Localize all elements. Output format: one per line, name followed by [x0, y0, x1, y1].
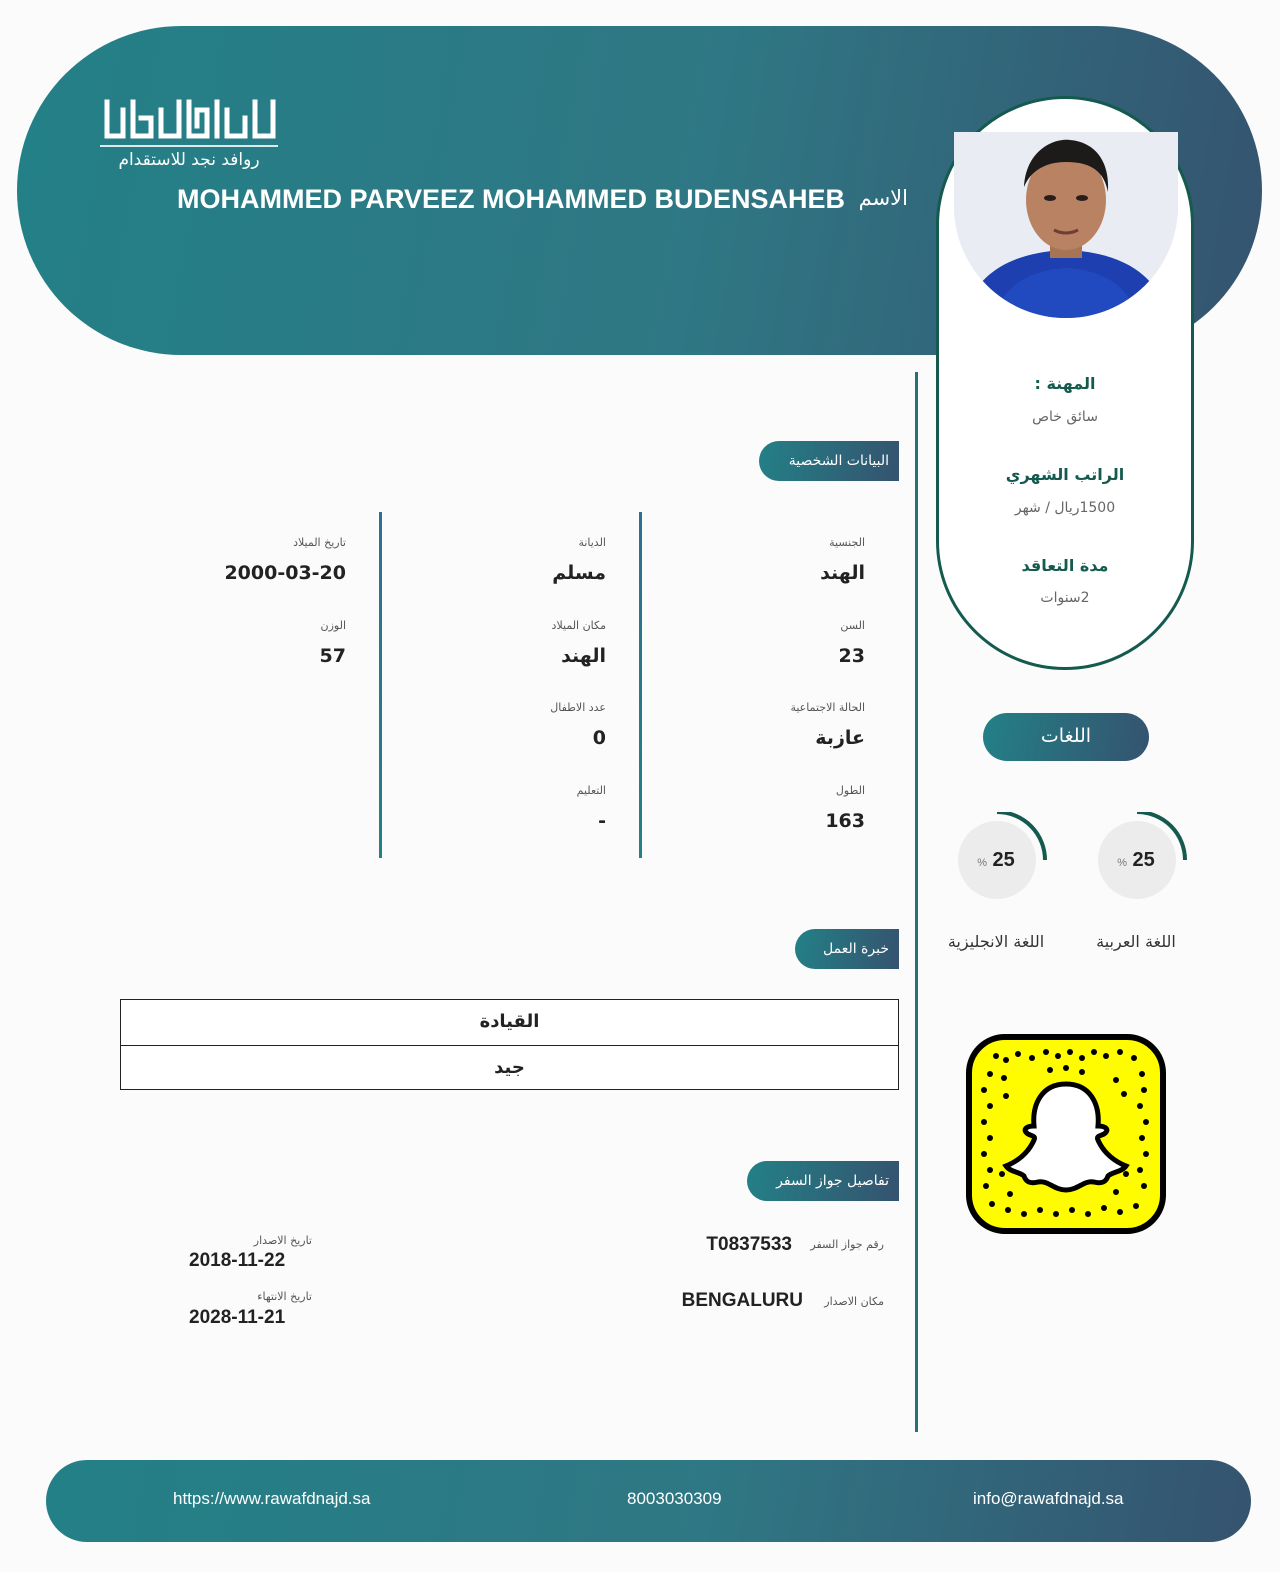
- expiry-date-label: تاريخ الانتهاء: [257, 1290, 312, 1303]
- experience-level: جيد: [121, 1045, 898, 1091]
- issue-place-value: BENGALURU: [681, 1290, 803, 1311]
- salary-value: 1500ريال / شهر: [1014, 500, 1116, 516]
- issue-date-label: تاريخ الاصدار: [253, 1234, 312, 1247]
- education-label: التعليم: [576, 784, 606, 797]
- issue-date-value: 2018-11-22: [189, 1250, 286, 1271]
- tab-work-experience: خبرة العمل: [795, 929, 899, 969]
- weight-label: الوزن: [320, 619, 346, 632]
- english-percent: 25: [992, 849, 1015, 871]
- contract-title: مدة التعاقد: [1021, 556, 1109, 575]
- height-value: 163: [825, 810, 865, 832]
- age-value: 23: [838, 645, 865, 667]
- tab-personal-data: البيانات الشخصية: [759, 441, 899, 481]
- height-label: الطول: [835, 784, 865, 797]
- arabic-pct-sign: %: [1117, 857, 1127, 869]
- english-label: اللغة الانجليزية: [947, 932, 1045, 951]
- weight-value: 57: [319, 645, 346, 667]
- snapchat-qr-code[interactable]: [966, 1034, 1166, 1234]
- arabic-percent: 25: [1132, 849, 1155, 871]
- arabic-label: اللغة العربية: [1096, 932, 1176, 951]
- passport-number-label: رقم جواز السفر: [810, 1238, 884, 1251]
- nationality-value: الهند: [820, 562, 865, 584]
- profession-title: المهنة :: [1034, 374, 1096, 393]
- logo-underline: [100, 145, 278, 147]
- salary-title: الراتب الشهري: [1005, 465, 1125, 484]
- birthplace-label: مكان الميلاد: [551, 619, 606, 632]
- birthplace-value: الهند: [561, 645, 606, 667]
- experience-table: [120, 999, 899, 1090]
- expiry-date-value: 2028-11-21: [189, 1307, 286, 1328]
- languages-heading: اللغات: [983, 713, 1149, 761]
- tab-passport-details: تفاصيل جواز السفر: [747, 1161, 899, 1201]
- birthdate-value: 2000-03-20: [224, 562, 346, 584]
- column-divider: [379, 512, 382, 858]
- name-label: الاسم: [858, 186, 908, 210]
- logo-subtitle: روافد نجد للاستقدام: [118, 150, 260, 170]
- english-gauge-value: [948, 849, 1044, 872]
- experience-skill: القيادة: [479, 1011, 540, 1032]
- birthdate-label: تاريخ الميلاد: [293, 536, 346, 549]
- arabic-gauge-value: [1088, 849, 1184, 872]
- website-link[interactable]: https://www.rawafdnajd.sa: [173, 1489, 371, 1508]
- english-pct-sign: %: [977, 857, 987, 869]
- main-divider: [915, 372, 918, 1432]
- profession-value: سائق خاص: [1032, 409, 1098, 425]
- nationality-label: الجنسية: [829, 536, 865, 549]
- contract-value: 2سنوات: [1040, 590, 1090, 606]
- company-logo: [103, 98, 278, 140]
- children-label: عدد الاطفال: [550, 701, 606, 714]
- marital-status-label: الحالة الاجتماعية: [790, 701, 865, 714]
- passport-number-value: T0837533: [706, 1234, 792, 1255]
- issue-place-label: مكان الاصدار: [824, 1295, 884, 1308]
- education-value: -: [598, 810, 606, 832]
- candidate-name: MOHAMMED PARVEEZ MOHAMMED BUDENSAHEB: [176, 184, 845, 214]
- marital-status-value: عازبة: [815, 727, 865, 749]
- column-divider: [639, 512, 642, 858]
- phone-number[interactable]: 8003030309: [627, 1489, 722, 1508]
- age-label: السن: [840, 619, 865, 632]
- religion-label: الديانة: [578, 536, 606, 549]
- email-link[interactable]: info@rawafdnajd.sa: [973, 1489, 1124, 1508]
- children-value: 0: [592, 727, 606, 749]
- religion-value: مسلم: [552, 562, 606, 584]
